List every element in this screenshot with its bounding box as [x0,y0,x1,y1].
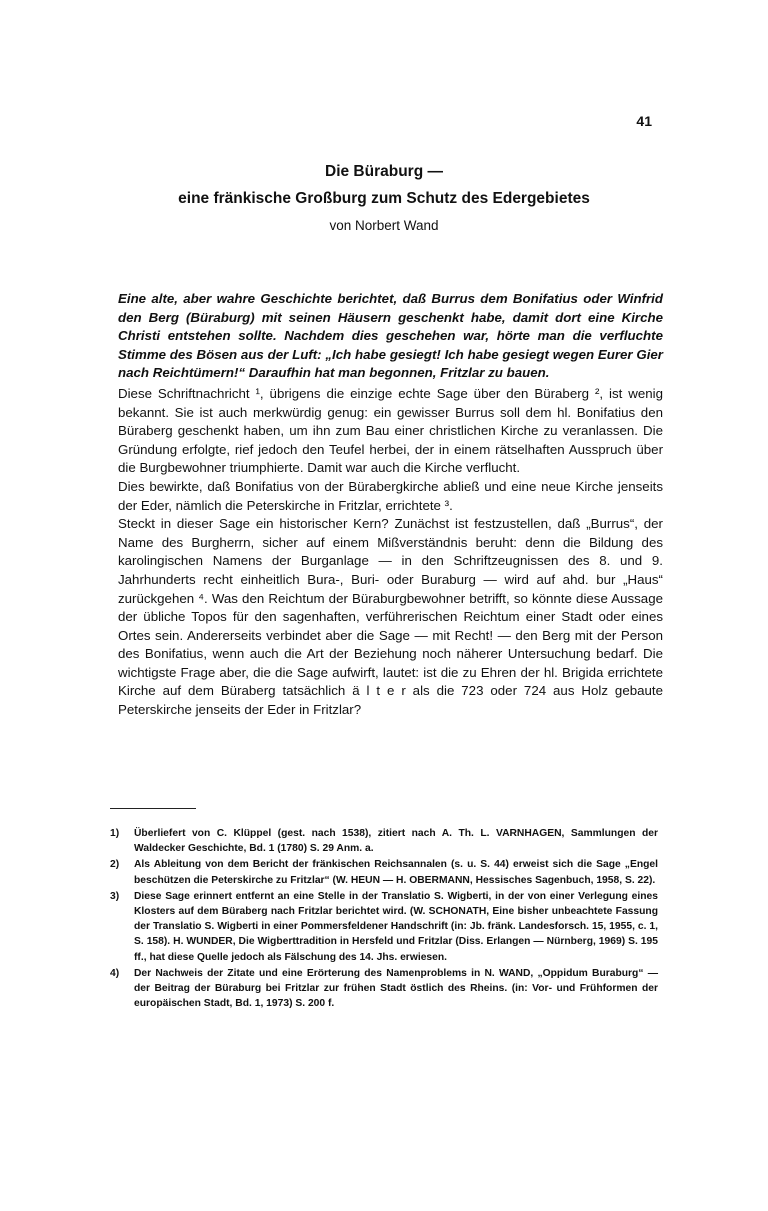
footnote-number: 1) [110,828,120,839]
footnote-text: Diese Sage erinnert entfernt an eine Stelle in der Translatio S. Wigberti, in der von einer Verlegung eines Klosters auf dem Büraberg nach Fritzlar berichtet wird. (W. SCHONATH, Eine bisher unbeachtete Fassung der Translatio S. Wigberti in einer Pommersfeldener Handschrift (in: Jb. fränk. Landesforsch. 15, 1955, c. 1, S. 158). H. WUNDER, Die Wigberttradition in Hersfeld und Fritzlar (Diss. Erlangen — Nürnberg, 1969) S. 195 ff., hat diese Quelle jedoch als Fälschung des 14. Jhs. erwiesen. [134,890,658,963]
footnote-separator [110,808,196,809]
footnote-number: 3) [110,890,120,902]
footnote-text: Als Ableitung von dem Bericht der fränkischen Reichsannalen (s. u. S. 44) erweist sich die Sage „Engel beschützen die Peterskirche zu Fritzlar“ (W. HEUN — H. OBERMANN, Hessisches Sagenbuch, 1958, S. 22). [134,859,658,886]
paragraph-2: Dies bewirkte, daß Bonifatius von der Bürabergkirche abließ und eine neue Kirche jenseits der Eder, nämlich die Peterskirche in Fritzlar, errichtete ³. [118,478,663,513]
footnote-number: 2) [110,859,120,871]
footnote-number: 4) [110,967,120,979]
body-text [118,290,663,720]
article-title-line2: eine fränkische Großburg zum Schutz des Edergebietes [178,190,590,207]
paragraph-1: Diese Schriftnachricht ¹, übrigens die einzige echte Sage über den Büraberg ², ist wenig bekannt. Sie ist auch merkwürdig genug: ein gewisser Burrus soll dem hl. Bonifatius den Büraberg geschenkt haben, um ihn zum Bau einer christlichen Kirche zu veranlassen. Die Gründung erfolgte, rief jedoch den Teufel herbei, der in einem rätselhaften Ausspruch über die Burgbewohner triumphierte. Damit war auch die Kirche verflucht. [118,385,663,476]
footnote-text: Der Nachweis der Zitate und eine Erörterung des Namenproblems in N. WAND, „Oppidum Buraburg“ — der Beitrag der Büraburg bei Fritzlar zur frühen Stadt östlich des Rheins. (in: Vor- und Frühformen der europäischen Stadt, Bd. 1, 1973) S. 200 f. [134,967,658,1010]
intro-legend: Eine alte, aber wahre Geschichte berichtet, daß Burrus dem Bonifatius oder Winfrid den Berg (Büraburg) mit seinen Häusern geschenkt habe, damit dort eine Kirche Christi entstehen sollte. Nachdem dies geschehen war, hörte man die verfluchte Stimme des Bösen aus der Luft: „Ich habe gesiegt! Ich habe gesiegt wegen Eurer Gier nach Reichtümern!“ Daraufhin hat man begonnen, Fritzlar zu bauen. [118,291,663,381]
author-byline: von Norbert Wand [329,218,439,233]
paragraph-3: Steckt in dieser Sage ein historischer Kern? Zunächst ist festzustellen, daß „Burrus“, der Name des Burgherrn, sicher auf einem Mißverständnis beruht: denn die Bildung des karolingischen Namens der Burganlage — in den Schriftzeugnissen des 8. und 9. Jahrhunderts recht einheitlich Bura-, Buri- oder Buraburg — wird auf ahd. bur „Haus“ zurückgehen ⁴. Was den Reichtum der Büraburgbewohner betrifft, so könnte diese Aussage der übliche Topos für den sagenhaften, verführerischen Reichtum einer Stadt oder eines Ortes sein. Andererseits verbindet aber die Sage — mit Recht! — den Berg mit der Person des Bonifatius, wenn auch die Art der Beziehung noch näherer Untersuchung bedarf. Die wichtigste Frage aber, die die Sage aufwirft, lautet: ist die zu Ehren der hl. Brigida errichtete Kirche auf dem Büraberg tatsächlich ä l t e r als die 723 oder 724 aus Holz gebaute Peterskirche jenseits der Eder in Fritzlar? [118,516,663,718]
footnote-text: Überliefert von C. Klüppel (gest. nach 1538), zitiert nach A. Th. L. VARNHAGEN, Sammlungen der Waldecker Geschichte, Bd. 1 (1780) S. 29 Anm. a. [134,828,658,855]
footnotes [110,826,658,1012]
page-number: 41 [636,113,652,129]
footnote-1 [110,826,658,856]
article-title-line1: Die Büraburg — [325,163,443,180]
footnote-3 [110,889,658,965]
footnote-2 [110,857,658,887]
footnote-4 [110,966,658,1012]
